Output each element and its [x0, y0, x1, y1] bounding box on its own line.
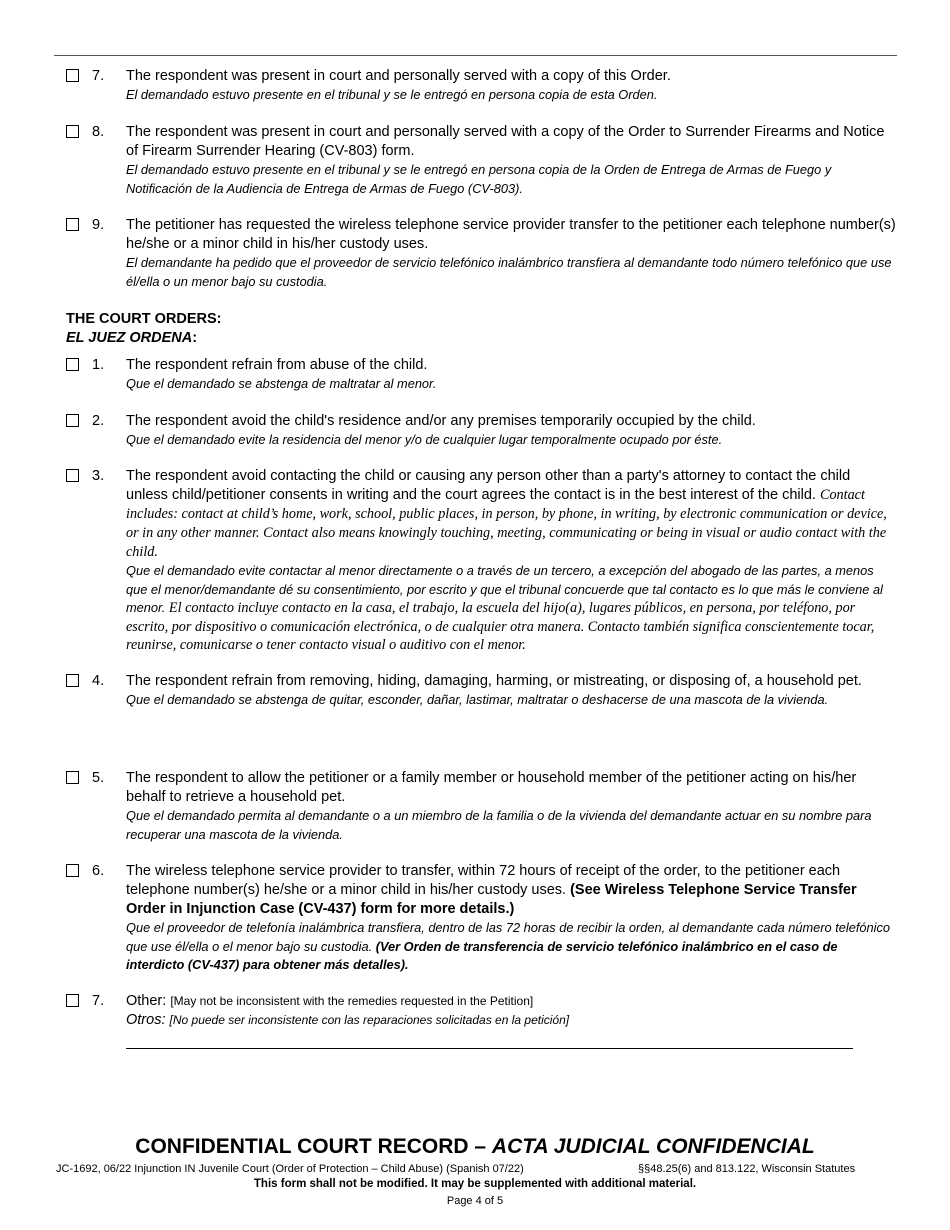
item-number: 1.	[92, 357, 105, 373]
footer-title-english: CONFIDENTIAL COURT RECORD –	[135, 1135, 492, 1158]
spanish-text: El demandado estuvo presente en el tribunal y se le entregó en persona copia de esta Orden.	[126, 87, 658, 102]
spanish-text: El demandante ha pedido que el proveedor de servicio telefónico inalámbrico transfiera al demandante todo número telefónico que use él/ella o un menor bajo su custodia.	[126, 255, 892, 289]
checkbox[interactable]	[66, 218, 79, 231]
other-fill-in-line[interactable]	[126, 1048, 853, 1049]
order-7-other	[66, 992, 896, 1049]
finding-9	[66, 216, 896, 291]
english-text: The petitioner has requested the wireless telephone service provider transfer to the petitioner each telephone number(s) he/she or a minor child in his/her custody uses.	[126, 217, 896, 252]
checkbox[interactable]	[66, 414, 79, 427]
english-text: The wireless telephone service provider to transfer, within 72 hours of receipt of the order, to the petitioner each telephone number(s) he/she or a minor child in his/her custody uses.	[126, 863, 841, 898]
english-text: The respondent refrain from removing, hiding, damaging, harming, or mistreating, or disposing of, a household pet.	[126, 673, 862, 689]
checkbox[interactable]	[66, 994, 79, 1007]
checkbox[interactable]	[66, 125, 79, 138]
footer-title-spanish: ACTA JUDICIAL CONFIDENCIAL	[491, 1135, 815, 1158]
footer-title	[0, 1134, 950, 1160]
page-number: Page 4 of 5	[446, 1195, 504, 1207]
english-contact-note: Contact includes: contact at child’s home, work, school, public places, in person, by phone, in writing, by electronic communication or device, or in any other manner. Contact also means knowingly touching, meeting, communicating or being in visual or audio contact with the child.	[126, 487, 887, 560]
spanish-bold-reference: (Ver Orden de transferencia de servicio telefónico inalámbrico en el caso de interdicto (CV-437) para obtener más detalles).	[126, 938, 838, 972]
checkbox[interactable]	[66, 358, 79, 371]
footer-meta	[56, 1162, 856, 1176]
item-number: 7.	[92, 993, 105, 1009]
order-4	[66, 672, 896, 710]
checkbox[interactable]	[66, 771, 79, 784]
spanish-text: El demandado estuvo presente en el tribunal y se le entregó en persona copia de la Orden de Entrega de Armas de Fuego y Notificación de la Audiencia de Entrega de Armas de Fuego (CV-803).	[126, 162, 832, 196]
checkbox[interactable]	[66, 674, 79, 687]
other-label: Other:	[126, 993, 167, 1009]
item-number: 3.	[92, 468, 105, 484]
otros-note: [No puede ser inconsistente con las reparaciones solicitadas en la petición]	[169, 1013, 570, 1027]
item-number: 5.	[92, 770, 105, 786]
english-text: The respondent avoid the child's residence and/or any premises temporarily occupied by the child.	[126, 413, 756, 429]
form-id: JC-1692, 06/22 Injunction IN Juvenile Court (Order of Protection – Child Abuse) (Spanish 07/22)	[56, 1163, 524, 1175]
english-text: The respondent was present in court and personally served with a copy of this Order.	[126, 68, 671, 84]
english-bold-reference: (See Wireless Telephone Service Transfer Order in Injunction Case (CV-437) form for more details.)	[126, 882, 857, 917]
order-5	[66, 769, 896, 844]
statutes: §§48.25(6) and 813.122, Wisconsin Statutes	[638, 1163, 856, 1175]
spanish-text: Que el demandado se abstenga de quitar, esconder, dañar, lastimar, maltratar o deshacerse de una mascota de la vivienda.	[126, 692, 829, 707]
item-number: 2.	[92, 413, 105, 429]
item-number: 6.	[92, 863, 105, 879]
spanish-contact-note: El contacto incluye contacto en la casa, el trabajo, la escuela del hijo(a), lugares públicos, en persona, por teléfono, por escrito, por dispositivo o comunicación electrónica, o de cualquier otra manera. Contacto también significa conscientemente tocar, reunirse, comunicarse o tener contacto visual o auditivo con el menor.	[126, 600, 875, 653]
order-3	[66, 467, 896, 655]
english-text: The respondent to allow the petitioner or a family member or household member of the petitioner acting on his/her behalf to retrieve a household pet.	[126, 770, 857, 805]
item-number: 7.	[92, 68, 105, 84]
top-rule	[54, 55, 897, 56]
spanish-text: Que el demandado se abstenga de maltratar al menor.	[126, 376, 437, 391]
footer-notice: This form shall not be modified. It may be supplemented with additional material.	[253, 1178, 697, 1190]
spanish-text: Que el proveedor de telefonía inalámbrica transfiera, dentro de las 72 horas de recibir la orden, al demandante cada número telefónico que use él/ella o el menor bajo su custodia.	[126, 920, 891, 954]
order-1	[66, 356, 896, 394]
item-number: 9.	[92, 217, 105, 233]
finding-7	[66, 67, 896, 105]
spanish-text: Que el demandado permita al demandante o a un miembro de la familia o de la vivienda del demandante actuar en su nombre para recuperar una mascota de la vivienda.	[126, 808, 872, 842]
item-number: 4.	[92, 673, 105, 689]
english-text: The respondent avoid contacting the child or causing any person other than a party's attorney to contact the child unless child/petitioner consents in writing and the court agrees the contact is in the best interest of the child.	[126, 468, 851, 503]
checkbox[interactable]	[66, 469, 79, 482]
otros-label: Otros:	[126, 1012, 166, 1028]
spanish-text: Que el demandado evite contactar al menor directamente o a través de un tercero, a excepción del abogado de las partes, a menos que el menor/demandante dé su consentimiento, por escrito y que el tribunal concuerde que tal contacto es lo que más le conviene al menor.	[126, 563, 883, 615]
checkbox[interactable]	[66, 864, 79, 877]
order-2	[66, 412, 896, 450]
heading-colon: :	[192, 330, 198, 346]
other-note: [May not be inconsistent with the remedies requested in the Petition]	[170, 994, 534, 1008]
court-orders-heading	[66, 310, 221, 348]
finding-8	[66, 123, 896, 198]
english-text: The respondent refrain from abuse of the child.	[126, 357, 428, 373]
spanish-text: Que el demandado evite la residencia del menor y/o de cualquier lugar temporalmente ocupado por éste.	[126, 432, 723, 447]
heading-english: THE COURT ORDERS:	[66, 311, 222, 327]
english-text: The respondent was present in court and personally served with a copy of the Order to Surrender Firearms and Notice of Firearm Surrender Hearing (CV-803) form.	[126, 124, 885, 159]
heading-spanish: EL JUEZ ORDENA	[66, 330, 193, 346]
checkbox[interactable]	[66, 69, 79, 82]
order-6	[66, 862, 896, 975]
item-number: 8.	[92, 124, 105, 140]
